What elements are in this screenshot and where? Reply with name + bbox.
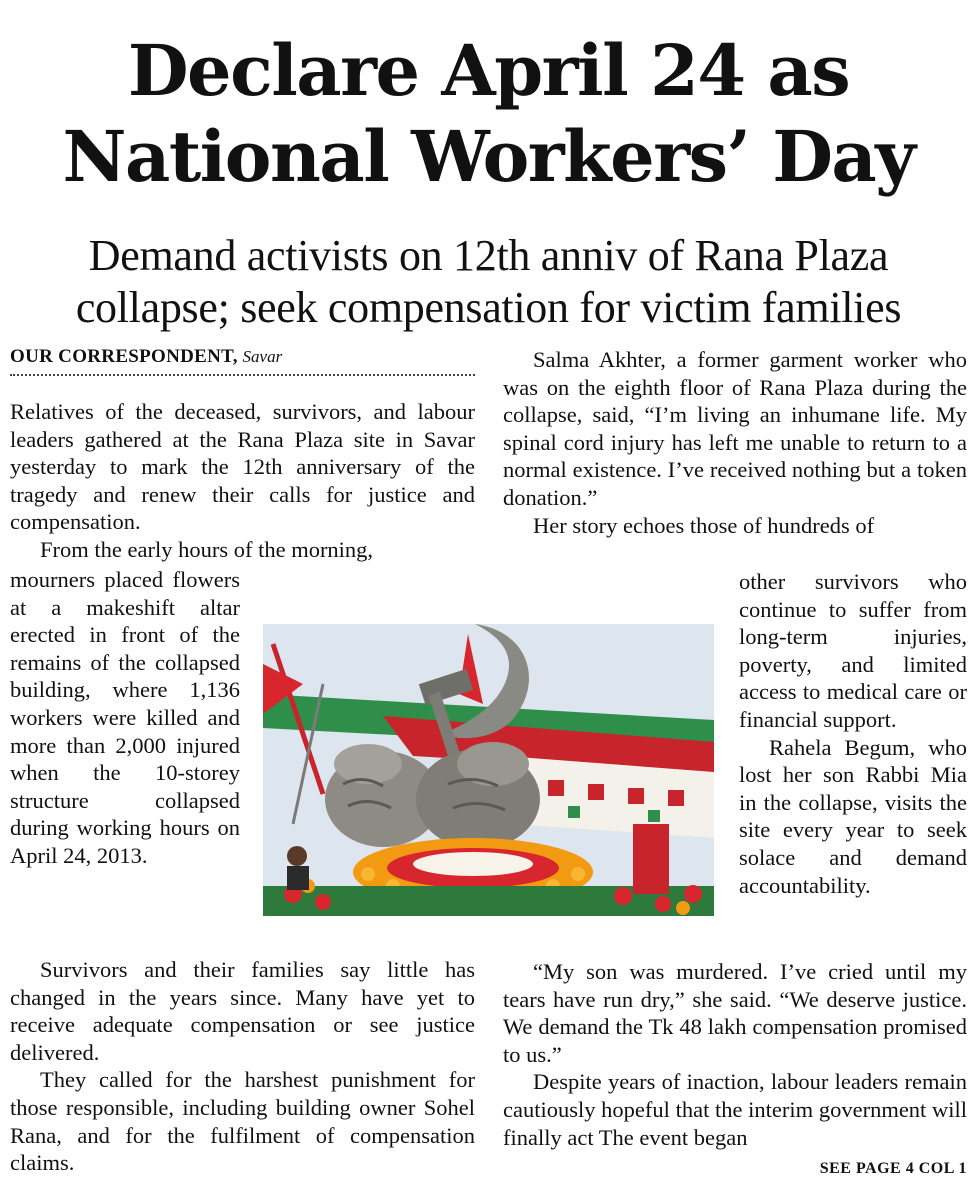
column-1-top bbox=[10, 398, 475, 564]
headline-line-2: National Workers’ Day bbox=[62, 115, 915, 198]
headline-line-1: Declare April 24 as bbox=[127, 29, 850, 112]
paragraph-1: Relatives of the deceased, survivors, and labour leaders gathered at the Rana Plaza site in Savar yesterday to mark the 12th anniversary of the tragedy and renew their calls for justice and compensation. bbox=[10, 399, 475, 535]
column-1-wrap bbox=[10, 566, 240, 870]
paragraph-3: Survivors and their families say little has changed in the years since. Many have yet to receive adequate compensation or see justice delivered. bbox=[10, 957, 475, 1065]
paragraph-6-rest: other survivors who continue to suffer from long-term injuries, poverty, and limited access to medical care or financial support. bbox=[739, 569, 967, 732]
paragraph-7: Rahela Begum, who lost her son Rabbi Mia in the collapse, visits the site every year to seek solace and demand accountability. bbox=[739, 734, 967, 898]
column-2-bottom bbox=[503, 958, 967, 1151]
column-2-top bbox=[503, 346, 967, 539]
subheadline bbox=[0, 230, 977, 334]
paragraph-2-lead: From the early hours of the morning, bbox=[40, 536, 374, 562]
byline-author: OUR CORRESPONDENT, bbox=[10, 346, 238, 367]
memorial-photo-illustration bbox=[263, 624, 714, 916]
subheadline-line-2: collapse; seek compensation for victim families bbox=[75, 283, 902, 332]
paragraph-5: Salma Akhter, a former garment worker who was on the eighth floor of Rana Plaza during the collapse, said, “I’m living an inhumane life. My spinal cord injury has left me unable to return to a normal existence. I’ve received nothing but a token donation.” bbox=[503, 347, 967, 510]
paragraph-2-rest: mourners placed flowers at a makeshift altar erected in front of the remains of the collapsed building, where 1,136 workers were killed and more than 2,000 injured when the 10-storey structure collapsed during working hours on April 24, 2013. bbox=[10, 567, 240, 868]
column-1-bottom bbox=[10, 956, 475, 1177]
paragraph-6-lead: Her story echoes those of hundreds of bbox=[533, 512, 875, 538]
paragraph-8: “My son was murdered. I’ve cried until my tears have run dry,” she said. “We deserve justice. We demand the Tk 48 lakh compensation promised to us.” bbox=[503, 959, 967, 1067]
paragraph-4: They called for the harshest punishment for those responsible, including building owner Sohel Rana, and for the fulfilment of compensation claims. bbox=[10, 1067, 475, 1176]
headline bbox=[0, 28, 977, 200]
continued-jump-line: SEE PAGE 4 COL 1 bbox=[819, 1160, 967, 1177]
subheadline-line-1: Demand activists on 12th anniv of Rana Plaza bbox=[88, 231, 889, 280]
paragraph-9: Despite years of inaction, labour leaders remain cautiously hopeful that the interim government will finally act The event began bbox=[503, 1069, 967, 1150]
memorial-photo bbox=[263, 624, 714, 916]
column-2-wrap bbox=[739, 568, 967, 899]
byline-location: Savar bbox=[242, 347, 283, 366]
byline bbox=[10, 346, 475, 376]
